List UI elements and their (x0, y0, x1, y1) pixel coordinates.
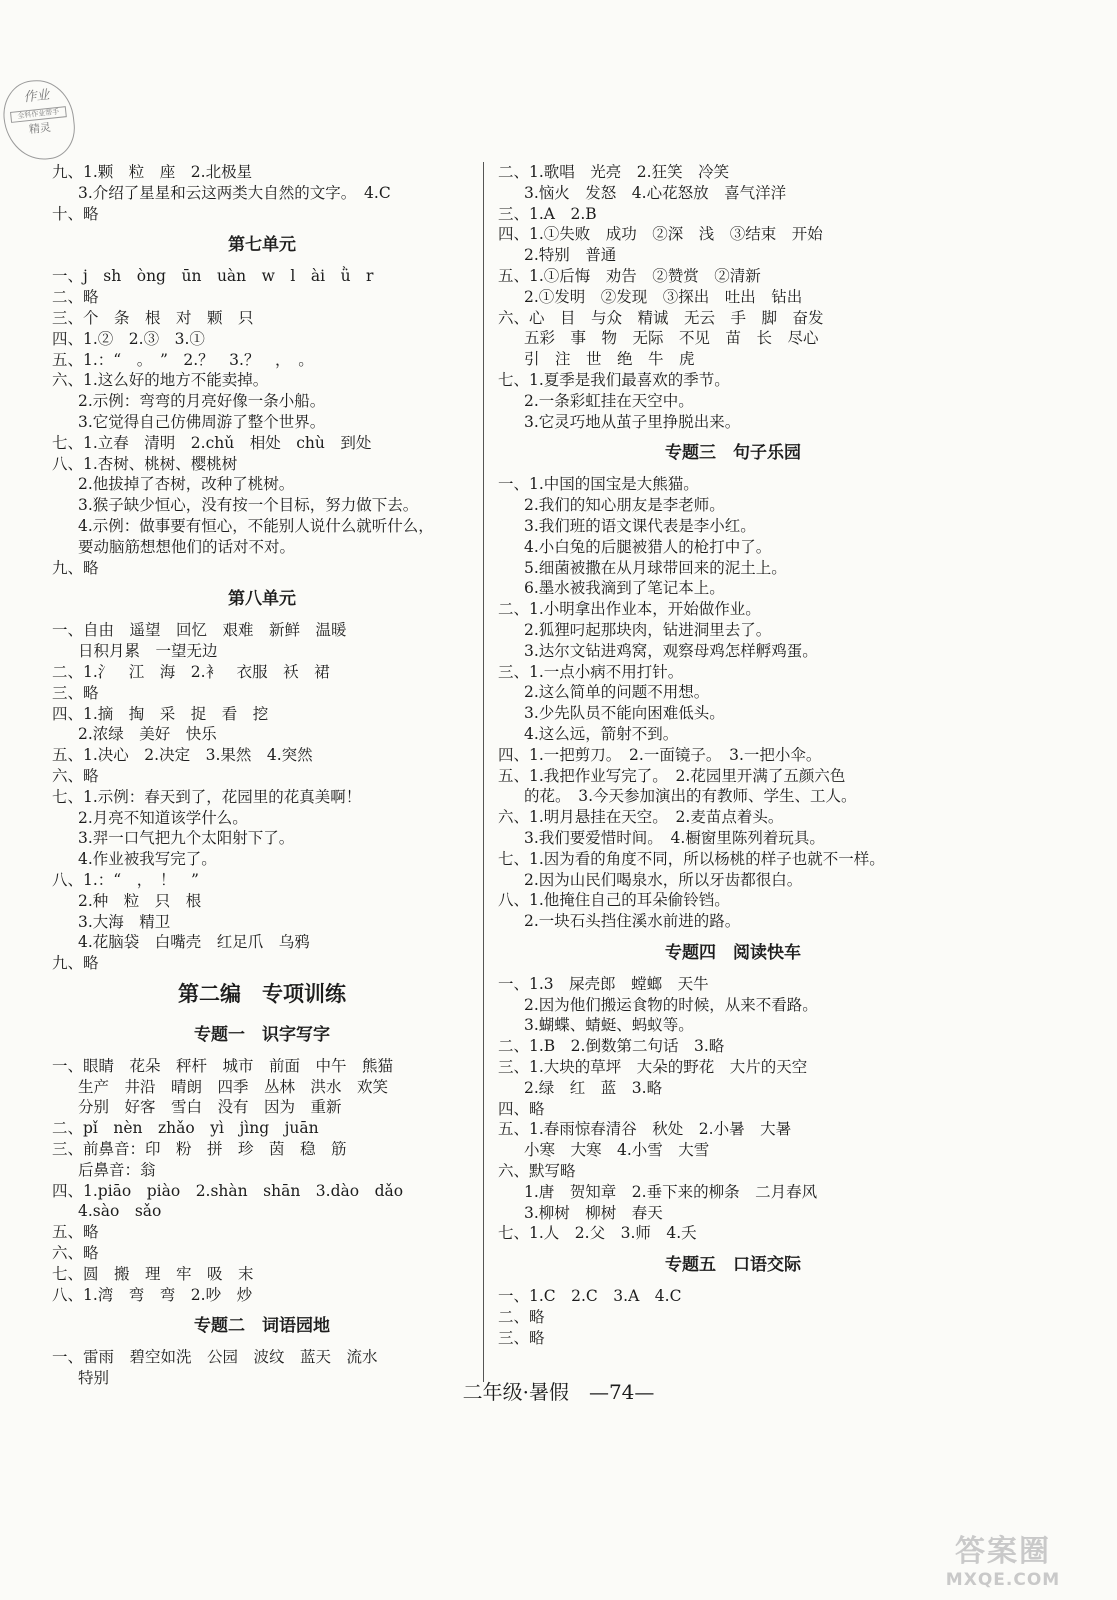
answer-line: 1.唐 贺知章 2.垂下来的柳条 二月春风 (524, 1182, 818, 1201)
answer-line: 5.细菌被撒在从月球带回来的泥土上。 (524, 558, 787, 577)
answer-line: 3.大海 精卫 (78, 912, 171, 931)
section-heading: 第七单元 (228, 235, 296, 256)
answer-line: 三、1.大块的草坪 大朵的野花 大片的天空 (498, 1058, 808, 1077)
answer-line: 三、1.一点小病不用打针。 (498, 662, 684, 681)
answer-line: 八、1.湾 弯 弯 2.吵 炒 (52, 1285, 253, 1304)
answer-line: 3.达尔文钻进鸡窝，观察母鸡怎样孵鸡蛋。 (524, 641, 818, 660)
section-heading: 专题五 口语交际 (665, 1255, 801, 1276)
section-heading: 专题一 识字写字 (194, 1024, 330, 1045)
column-divider (483, 162, 484, 1382)
answer-line: 4.这么远，箭射不到。 (524, 724, 679, 743)
stamp-line1: 作业 (22, 87, 51, 106)
answer-line: 五、1.我把作业写完了。 2.花园里开满了五颜六色 (498, 766, 846, 785)
answer-line: 2.月亮不知道该学什么。 (78, 808, 248, 827)
answer-line: 八、1.杏树、桃树、樱桃树 (52, 454, 238, 473)
answer-line: 八、1.他掩住自己的耳朵偷铃铛。 (498, 891, 730, 910)
answer-line: 四、1.② 2.③ 3.① (52, 329, 205, 348)
answer-line: 3.它觉得自己仿佛周游了整个世界。 (78, 412, 326, 431)
answer-line: 3.柳树 柳树 春天 (524, 1203, 663, 1222)
answer-line: 五彩 事 物 无际 不见 苗 长 尽心 (524, 329, 819, 348)
answer-line: 一、1.中国的国宝是大熊猫。 (498, 475, 699, 494)
answer-line: 6.墨水被我滴到了笔记本上。 (524, 579, 725, 598)
answer-line: 日积月累 一望无边 (78, 642, 218, 661)
answer-line: 三、前鼻音：印 粉 拼 珍 茵 稳 筋 (52, 1140, 347, 1159)
answer-line: 六、略 (52, 1244, 99, 1263)
answer-line: 3.它灵巧地从茧子里挣脱出来。 (524, 412, 741, 431)
answer-line: 2.这么简单的问题不用想。 (524, 683, 710, 702)
answer-line: 五、1.决心 2.决定 3.果然 4.突然 (52, 746, 313, 765)
answer-line: 四、1.摘 掏 采 捉 看 挖 (52, 704, 269, 723)
section-heading: 专题二 词语园地 (194, 1316, 330, 1337)
answer-line: 2.因为山民们喝泉水，所以牙齿都很白。 (524, 870, 803, 889)
answer-line: 六、心 目 与众 精诚 无云 手 脚 奋发 (498, 308, 824, 327)
answer-line: 一、1.C 2.C 3.A 4.C (498, 1287, 682, 1306)
answer-line: 2.①发明 ②发现 ③探出 吐出 钻出 (524, 287, 803, 306)
answer-line: 三、略 (52, 683, 99, 702)
stamp-logo (0, 77, 78, 164)
answer-line: 六、1.明月悬挂在天空。 2.麦苗点着头。 (498, 808, 784, 827)
stamp-line2: 全科作业帮手 (10, 106, 67, 123)
answer-line: 4.小白兔的后腿被猎人的枪打中了。 (524, 537, 772, 556)
answer-line: 3.蝴蝶、蜻蜓、蚂蚁等。 (524, 1016, 694, 1035)
section-heading: 专题四 阅读快车 (665, 942, 801, 963)
answer-line: 3.我们要爱惜时间。 4.橱窗里陈列着玩具。 (524, 828, 825, 847)
answer-line: 特别 (78, 1369, 110, 1388)
watermark-line1: 答案圈 (955, 1534, 1051, 1569)
answer-line: 四、1.一把剪刀。 2.一面镜子。 3.一把小伞。 (498, 745, 822, 764)
answer-line: 3.恼火 发怒 4.心花怒放 喜气洋洋 (524, 183, 787, 202)
answer-line: 六、略 (52, 766, 99, 785)
answer-line: 二、1.小明拿出作业本，开始做作业。 (498, 600, 761, 619)
answer-line: 十、略 (52, 204, 99, 223)
answer-line: 4.花脑袋 白嘴壳 红足爪 乌鸦 (78, 933, 310, 952)
stamp-line3: 精灵 (28, 120, 52, 137)
answer-line: 2.我们的知心朋友是李老师。 (524, 496, 725, 515)
answer-line: 2.一块石头挡住溪水前进的路。 (524, 912, 741, 931)
answer-line: 2.特别 普通 (524, 246, 617, 265)
part-heading: 第二编 专项训练 (178, 981, 346, 1006)
answer-line: 2.种 粒 只 根 (78, 891, 202, 910)
answer-line: 九、1.颗 粒 座 2.北极星 (52, 163, 253, 181)
answer-line: 七、1.立春 清明 2.chǔ 相处 chù 到处 (52, 433, 372, 452)
answer-line: 二、1.氵 江 海 2.衤 衣服 袄 裙 (52, 662, 330, 681)
section-heading: 第八单元 (228, 589, 296, 610)
answer-line: 2.一条彩虹挂在天空中。 (524, 391, 694, 410)
answer-line: 三、个 条 根 对 颗 只 (52, 308, 254, 327)
answer-line: 三、略 (498, 1328, 545, 1347)
answer-line: 生产 井沿 晴朗 四季 丛林 洪水 欢笑 (78, 1077, 389, 1096)
answer-line: 七、1.因为看的角度不同，所以杨桃的样子也就不一样。 (498, 849, 885, 868)
answer-line: 八、1.：“ ， ！ ” (52, 870, 199, 889)
answer-line: 六、1.这么好的地方不能卖掉。 (52, 371, 269, 390)
answer-line: 四、1.①失败 成功 ②深 浅 ③结束 开始 (498, 225, 823, 244)
answer-line: 七、1.示例：春天到了，花园里的花真美啊！ (52, 787, 362, 806)
answer-line: 的花。 3.今天参加演出的有教师、学生、工人。 (524, 787, 857, 806)
answer-line: 2.狐狸叼起那块肉，钻进洞里去了。 (524, 620, 772, 639)
answer-line: 一、雷雨 碧空如洗 公园 波纹 蓝天 流水 (52, 1348, 378, 1367)
answer-line: 小寒 大寒 4.小雪 大雪 (524, 1141, 710, 1160)
answer-line: 2.浓绿 美好 快乐 (78, 725, 217, 744)
watermark-line2: MXQE.COM (945, 1570, 1061, 1590)
answer-line: 九、略 (52, 954, 99, 973)
answer-line: 4.sào sǎo (78, 1202, 162, 1221)
answer-line: 五、1.①后悔 劝告 ②赞赏 ②清新 (498, 266, 761, 285)
answer-line: 2.因为他们搬运食物的时候，从来不看路。 (524, 995, 818, 1014)
answer-line: 2.绿 红 蓝 3.略 (524, 1078, 663, 1097)
answer-line: 一、1.3 屎壳郎 螳螂 天牛 (498, 974, 709, 993)
answer-line: 五、1.春雨惊春清谷 秋处 2.小暑 大暑 (498, 1120, 792, 1139)
answer-line: 四、1.piāo piào 2.shàn shān 3.dào dǎo (52, 1181, 404, 1200)
answer-line: 二、1.B 2.倒数第二句话 3.略 (498, 1037, 725, 1056)
answer-line: 分别 好客 雪白 没有 因为 重新 (78, 1098, 342, 1117)
answer-line: 五、1.：“ 。 ” 2.？ 3.？ ， 。 (52, 350, 314, 369)
answer-line: 3.介绍了星星和云这两类大自然的文字。 4.C (78, 183, 391, 202)
answer-line: 后鼻音：翁 (78, 1160, 156, 1179)
answer-line: 六、默写略 (498, 1162, 576, 1181)
answer-line: 九、略 (52, 558, 99, 577)
page-footer: 二年级·暑假 —74— (462, 1380, 655, 1404)
answer-line: 要动脑筋想想他们的话对不对。 (78, 537, 296, 556)
right-column (498, 162, 968, 1349)
answer-line: 引 注 世 绝 牛 虎 (524, 350, 695, 369)
answer-line: 3.羿一口气把九个太阳射下了。 (78, 829, 295, 848)
answer-line: 二、略 (498, 1308, 545, 1327)
answer-line: 七、1.夏季是我们最喜欢的季节。 (498, 370, 730, 389)
answer-line: 2.示例：弯弯的月亮好像一条小船。 (78, 392, 326, 411)
answer-line: 二、略 (52, 288, 99, 307)
watermark (913, 1526, 1093, 1590)
answer-line: 3.少先队员不能向困难低头。 (524, 704, 725, 723)
answer-line: 4.作业被我写完了。 (78, 850, 217, 869)
answer-line: 一、眼睛 花朵 秤杆 城市 前面 中午 熊猫 (52, 1056, 394, 1075)
left-column (52, 162, 472, 1389)
answer-line: 4.示例：做事要有恒心，不能别人说什么就听什么， (78, 516, 434, 535)
answer-line: 3.我们班的语文课代表是李小红。 (524, 516, 756, 535)
answer-line: 3.猴子缺少恒心，没有按一个目标，努力做下去。 (78, 496, 419, 515)
answer-line: 四、略 (498, 1099, 545, 1118)
answer-line: 五、略 (52, 1223, 99, 1242)
answer-line: 2.他拔掉了杏树，改种了桃树。 (78, 475, 295, 494)
answer-line: 七、圆 搬 理 牢 吸 末 (52, 1264, 254, 1283)
answer-line: 二、pǐ nèn zhǎo yì jìng juān (52, 1119, 319, 1138)
answer-line: 三、1.A 2.B (498, 204, 597, 223)
answer-line: 七、1.人 2.父 3.师 4.夭 (498, 1224, 697, 1243)
answer-line: 一、j sh òng ūn uàn w l ài ǜ r (52, 267, 374, 286)
answer-line: 一、自由 遥望 回忆 艰难 新鲜 温暖 (52, 621, 347, 640)
section-heading: 专题三 句子乐园 (665, 443, 801, 464)
answer-line: 二、1.歌唱 光亮 2.狂笑 冷笑 (498, 163, 730, 181)
